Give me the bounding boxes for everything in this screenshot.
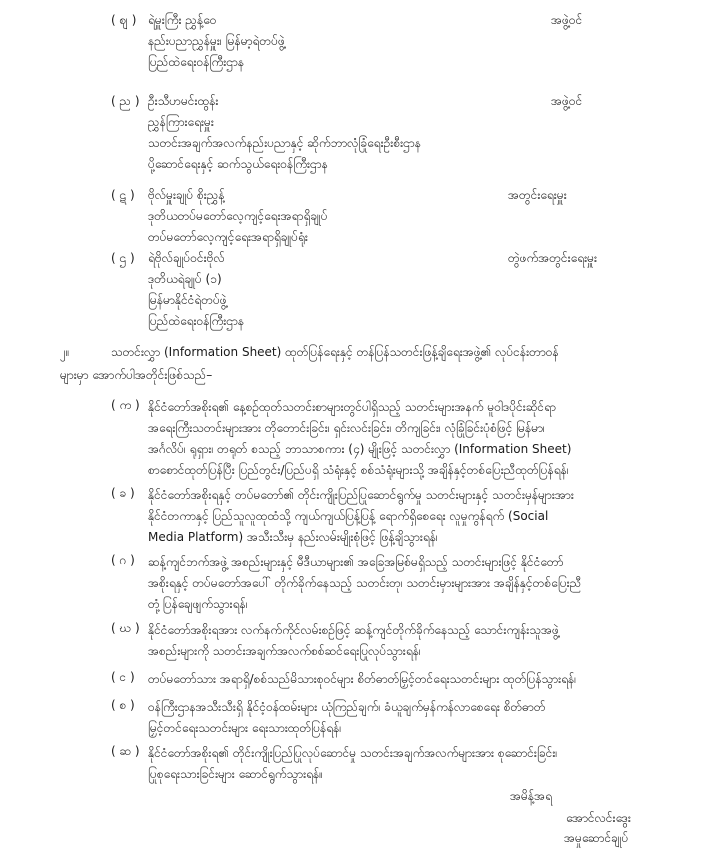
duty-line: အစည်းများကို သတင်းအချက်အလက်စစ်ဆင်ရေးပြုလုပ်သွားရန်၊ (148, 644, 421, 658)
member-ministry: ပို့ဆောင်ရေးနှင့် ဆက်သွယ်ရေးဝန်ကြီးဌာန (148, 157, 328, 171)
by-order-text: အမိန့်အရ (510, 789, 552, 803)
member-position: နည်းပညာညွှန်မှူး၊ မြန်မာ့ရဲတပ်ဖွဲ့ (148, 34, 285, 48)
duty-label: ( င ) (111, 670, 135, 684)
section-intro-line: သတင်းလွှာ (Information Sheet) ထုတ်ပြန်ရေးနှင့် တန်ပြန်သတင်းဖြန့်ချိရေးအဖွဲ့၏ လုပ်ငန်းတာဝန် (111, 345, 559, 359)
duty-line: နိုင်ငံတော်အစိုးရအား လက်နက်ကိုင်လမ်းစဉ်ဖြင့် ဆန့်ကျင်တိုက်ခိုက်နေသည့် သောင်းကျန်းသူအဖွဲ့ (148, 623, 559, 637)
duty-line: မြှင့်တင်ရေးသတင်းများ ရေးသားထုတ်ပြန်ရန်၊ (148, 721, 342, 735)
member-role: အဖွဲ့ဝင် (551, 94, 583, 108)
member-number: ( ဈ ) (111, 13, 137, 27)
duty-label: ( ဆ ) (111, 744, 140, 758)
member-name: ဦးသီဟမင်းထွန်း (148, 94, 219, 108)
member-name: ရဲဗိုလ်ချုပ်ဝင်းဗိုလ် (148, 251, 225, 265)
duty-label: ( ဂ ) (111, 553, 135, 567)
duty-text (148, 552, 581, 615)
member-position: ဒုတိယတပ်မတော်လေ့ကျင့်ရေးအရာရှိချုပ် (148, 209, 328, 223)
section-intro-line: များမှာ အောက်ပါအတိုင်းဖြစ်သည်– (60, 368, 213, 382)
member-name: ရဲမှူးကြီး ညွှန့်ဝေ (148, 13, 217, 27)
duty-label: ( က ) (111, 398, 140, 412)
duty-text (148, 397, 571, 481)
duty-line: နိုင်ငံတော်အစိုးရနှင့် တပ်မတော်၏ တိုင်းကျိုးပြည်ပြုဆောင်ရွက်မှု သတင်းများနှင့် သတင်းမှန်များအား (148, 488, 574, 502)
duty-line: စာစောင်ထုတ်ပြန်ပြီး ပြည်တွင်း/ပြည်ပရှိ သံရုံးနှင့် စစ်သံရုံးများသို့ အချိန်နှင့်တစ်ပြေးညီထုတ်ပြန်ရန်၊ (148, 463, 569, 477)
duty-line: ဆန့်ကျင်ဘက်အဖွဲ့ အစည်းများနှင့် မီဒီယာများ၏ အခြေအမြစ်မရှိသည့် သတင်းများဖြင့် နိုင်ငံတော် (148, 555, 564, 569)
member-role: အတွင်းရေးမှူး (508, 188, 567, 202)
duty-text (148, 485, 574, 548)
duty-label: ( ခ ) (111, 486, 135, 500)
duty-label: ( ဃ ) (111, 621, 140, 635)
member-number: ( ဌ ) (111, 251, 135, 265)
member-force: မြန်မာနိုင်ငံရဲတပ်ဖွဲ့ (148, 293, 227, 307)
member-department: သတင်းအချက်အလက်နည်းပညာနှင့် ဆိုက်ဘာလုံခြုံရေးဦးစီးဌာန (148, 136, 421, 150)
duty-line: အရေးကြီးသတင်းများအား တိုတောင်းခြင်း၊ ရှင်းလင်းခြင်း၊ တိကျခြင်း၊ လုံခြုံခြင်းပုံစံဖြင့် မြန်မာ၊ (148, 421, 545, 435)
duty-text (148, 620, 559, 662)
duty-line: တပ်မတော်သား အရာရှိ/စစ်သည်မိသားစုဝင်များ စိတ်ဓာတ်မြှင့်တင်ရေးသတင်းများ ထုတ်ပြန်သွားရန်၊ (148, 672, 577, 686)
member-name: ဗိုလ်မှူးချုပ် စိုးညွှန့် (148, 188, 225, 202)
duty-line: အစိုးရနှင့် တပ်မတော်အပေါ် တိုက်ခိုက်နေသည့် သတင်းတု၊ သတင်းမှားများအား အချိန်နှင့်တစ်ပြေးညီ (148, 576, 582, 590)
duty-text (148, 669, 576, 690)
member-office: တပ်မတော်လေ့ကျင့်ရေးအရာရှိချုပ်ရုံး (148, 230, 308, 244)
duty-line: တုံ့ပြန်ချေဖျက်သွားရန်၊ (148, 597, 248, 611)
member-role: အဖွဲ့ဝင် (551, 13, 583, 27)
signatory-title: အမှုဆောင်ချုပ် (564, 831, 629, 845)
signatory-name: အောင်လင်းဒွေး (566, 811, 631, 825)
duty-line: နိုင်ငံတော်အစိုးရ၏ နေ့စဉ်ထုတ်သတင်းစာများတွင်ပါရှိသည့် သတင်းများအနက် မူဝါဒပိုင်းဆိုင်ရာ (148, 400, 556, 414)
duty-text (148, 743, 557, 785)
duty-label: ( စ ) (111, 698, 135, 712)
member-ministry: ပြည်ထဲရေးဝန်ကြီးဌာန (148, 314, 245, 328)
duty-text (148, 697, 546, 739)
duty-line: ပြုစုရေးသားခြင်းများ ဆောင်ရွက်သွားရန်။ (148, 767, 323, 781)
duty-line: Media Platform) အသီးသီးမှ နည်းလမ်းမျိုးစုံဖြင့် ဖြန့်ချိသွားရန်၊ (148, 530, 438, 544)
member-ministry: ပြည်ထဲရေးဝန်ကြီးဌာန (148, 55, 245, 69)
duty-line: နိုင်ငံတော်အစိုးရ၏ တိုင်းကျိုးပြည်ပြုလုပ်ဆောင်မှု သတင်းအချက်အလက်များအား စုဆောင်းခြင်း၊ (148, 746, 558, 760)
member-position: ညွှန်ကြားရေးမှူး (148, 115, 214, 129)
duty-line: နိုင်ငံတကာနှင့် ပြည်သူလူထုထံသို့ ကျယ်ကျယ်ပြန့်ပြန့် ရောက်ရှိစေရေး လူမှုကွန်ရက် (Social (148, 509, 549, 523)
member-number: ( ည ) (111, 94, 140, 108)
section-number: ၂။ (60, 345, 70, 359)
member-position: ဒုတိယရဲချုပ် (၁) (148, 272, 222, 286)
duty-line: အင်္ဂလိပ်၊ ရုရှား၊ တရုတ် စသည့် ဘာသာစကား (၄) မျိုးဖြင့် သတင်းလွှာ (Information Sheet) (148, 442, 572, 456)
member-role: တွဲဖက်အတွင်းရေးမှူး (508, 251, 598, 265)
member-number: ( ဋ ) (111, 188, 135, 202)
duty-line: ဝန်ကြီးဌာနအသီးသီးရှိ နိုင်ငံ့ဝန်ထမ်းများ ယုံကြည်ချက်၊ ခံယူချက်မှန်ကန်လာစေရေး စိတ်ဓာတ် (148, 700, 546, 714)
